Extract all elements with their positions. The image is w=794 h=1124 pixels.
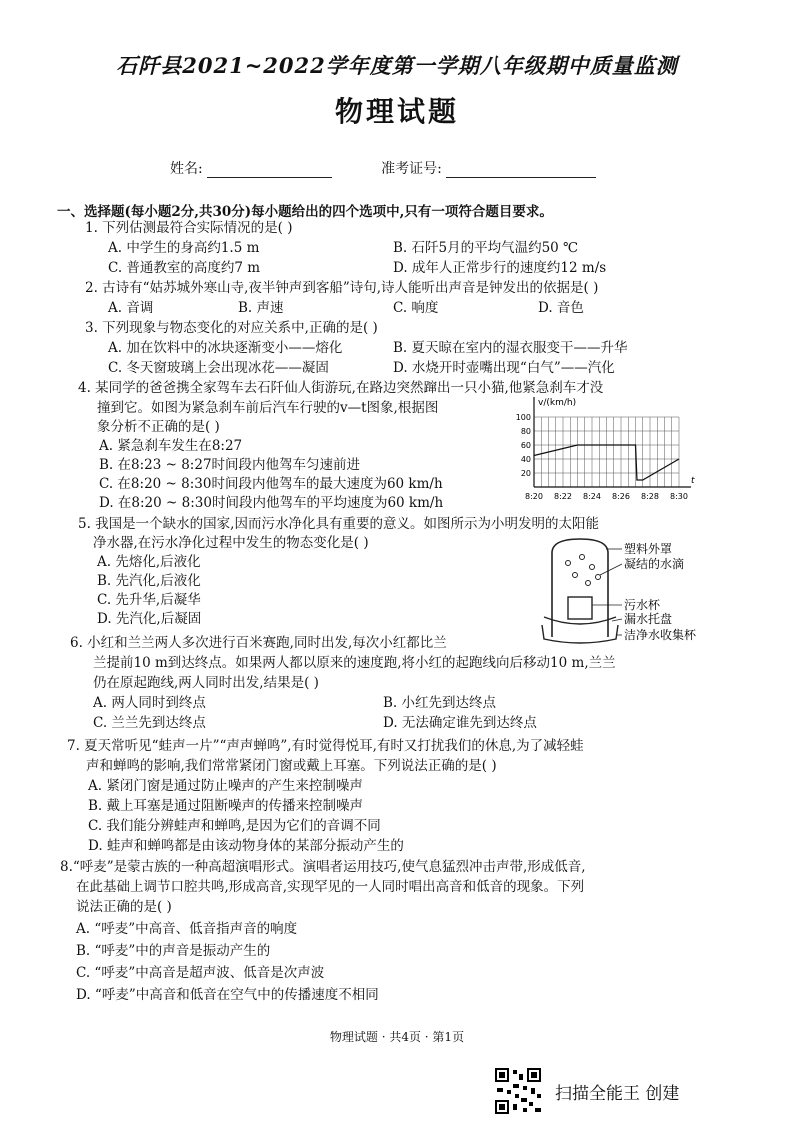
vt-chart — [508, 395, 698, 510]
name-field — [207, 177, 332, 178]
student-info — [170, 158, 596, 178]
x-axis-label: t — [691, 476, 695, 486]
q6-option-d: D. 无法确定谁先到达终点 — [383, 715, 537, 731]
q1-option-d: D. 成年人正常步行的速度约12 m/s — [393, 260, 607, 276]
qr-code-icon — [493, 1066, 543, 1116]
q4-option-c: C. 在8:20 ~ 8:30时间段内他驾车的最大速度为60 km/h — [99, 476, 443, 492]
label-drip-tray: 漏水托盘 — [624, 612, 673, 626]
water-drop — [596, 575, 601, 580]
q3-option-c: C. 冬天窗玻璃上会出现冰花——凝固 — [108, 360, 329, 376]
water-drop — [566, 561, 571, 566]
section-heading: 一、选择题(每小题2分,共30分)每小题给出的四个选项中,只有一项符合题目要求。 — [57, 204, 553, 220]
scanner-watermark — [493, 1066, 679, 1116]
q6-stem-line2: 兰提前10 m到达终点。如果两人都以原来的速度跑,将小红的起跑线向后移动10 m,兰兰 — [93, 655, 616, 671]
q2-option-c: C. 响度 — [393, 300, 439, 316]
q7-option-a: A. 紧闭门窗是通过防止噪声的产生来控制噪声 — [88, 778, 363, 794]
y-tick-label: 100 — [515, 413, 531, 422]
q3-option-d: D. 水烧开时壶嘴出现“白气”——汽化 — [393, 360, 615, 376]
water-drop — [580, 555, 585, 560]
x-tick-label: 8:26 — [612, 492, 630, 501]
q4-option-a: A. 紧急刹车发生在8:27 — [99, 438, 243, 454]
q6-option-b: B. 小红先到达终点 — [383, 695, 497, 711]
q8-option-a: A. “呼麦”中高音、低音指声音的响度 — [76, 921, 298, 937]
q5-option-a: A. 先熔化,后液化 — [97, 554, 201, 570]
q3-stem: 3. 下列现象与物态变化的对应关系中,正确的是( ) — [85, 320, 378, 336]
label-plastic-cover: 塑料外罩 — [624, 542, 673, 556]
q5-option-d: D. 先汽化,后凝固 — [97, 611, 202, 627]
q2-stem: 2. 古诗有“姑苏城外寒山寺,夜半钟声到客船”诗句,诗人能听出声音是钟发出的依据是( ) — [85, 280, 599, 296]
q4-stem-line1: 4. 某同学的爸爸携全家驾车去石阡仙人街游玩,在路边突然蹿出一只小猫,他紧急刹车才没 — [78, 380, 604, 396]
x-tick-label: 8:24 — [583, 492, 601, 501]
label-dirty-cup: 污水杯 — [624, 598, 661, 612]
q6-option-a: A. 两人同时到终点 — [93, 695, 206, 711]
q4-stem-line2: 撞到它。如图为紧急刹车前后汽车行驶的v—t图象,根据图 — [97, 400, 439, 416]
q8-option-c: C. “呼麦”中高音是超声波、低音是次声波 — [76, 965, 325, 981]
q2-option-b: B. 声速 — [238, 300, 284, 316]
q4-stem-line3: 象分析不正确的是( ) — [97, 419, 220, 435]
x-tick-label: 8:28 — [641, 492, 659, 501]
q1-option-c: C. 普通教室的高度约7 m — [108, 260, 261, 276]
y-tick-label: 80 — [520, 427, 531, 436]
x-tick-label: 8:22 — [554, 492, 572, 501]
page-footer: 物理试题 · 共4页 · 第1页 — [329, 1030, 465, 1044]
q5-option-b: B. 先汽化,后液化 — [97, 573, 201, 589]
label-condensed-water: 凝结的水滴 — [624, 557, 685, 571]
q2-option-d: D. 音色 — [538, 300, 584, 316]
exam-id-field — [446, 177, 596, 178]
exam-id-label: 准考证号: — [381, 161, 442, 177]
q2-option-a: A. 音调 — [108, 300, 154, 316]
q8-option-d: D. “呼麦”中高音和低音在空气中的传播速度不相同 — [76, 987, 379, 1003]
y-tick-label: 40 — [520, 455, 531, 464]
label-collector: 洁净水收集杯 — [624, 628, 697, 642]
q4-option-b: B. 在8:23 ~ 8:27时间段内他驾车匀速前进 — [99, 457, 361, 473]
x-tick-label: 8:20 — [525, 492, 543, 501]
q8-stem-line3: 说法正确的是( ) — [76, 899, 172, 915]
q7-option-c: C. 我们能分辨蛙声和蝉鸣,是因为它们的音调不同 — [88, 818, 381, 834]
q7-option-d: D. 蛙声和蝉鸣都是由该动物身体的某部分振动产生的 — [88, 838, 404, 854]
q5-stem-line2: 净水器,在污水净化过程中发生的物态变化是( ) — [93, 535, 369, 551]
solar-purifier-diagram — [540, 535, 710, 645]
drip-tray — [544, 617, 616, 624]
y-axis-label: v/(km/h) — [538, 398, 577, 408]
scanner-text: 扫描全能王 创建 — [555, 1083, 680, 1104]
water-drop — [573, 573, 578, 578]
q1-option-a: A. 中学生的身高约1.5 m — [108, 240, 260, 256]
y-tick-label: 20 — [520, 469, 531, 478]
q7-stem-line2: 声和蝉鸣的影响,我们常常紧闭门窗或戴上耳塞。下列说法正确的是( ) — [86, 758, 497, 774]
q7-option-b: B. 戴上耳塞是通过阻断噪声的传播来控制噪声 — [88, 798, 364, 814]
q8-stem-line1: 8.“呼麦”是蒙古族的一种高超演唱形式。演唱者运用技巧,使气息猛烈冲击声带,形成低音, — [60, 859, 586, 875]
q5-option-c: C. 先升华,后凝华 — [97, 592, 201, 608]
q8-stem-line2: 在此基础上调节口腔共鸣,形成高音,实现罕见的一人同时唱出高音和低音的现象。下列 — [76, 879, 585, 895]
q7-stem-line1: 7. 夏天常听见“蛙声一片”“声声蝉鸣”,有时觉得悦耳,有时又打扰我们的休息,为了减轻蛙 — [67, 738, 584, 754]
clean-water-collector — [542, 625, 618, 643]
q3-option-a: A. 加在饮料中的冰块逐渐变小——熔化 — [108, 340, 343, 356]
name-label: 姓名: — [170, 161, 203, 177]
y-tick-label: 60 — [520, 441, 531, 450]
water-drop — [590, 565, 595, 570]
q3-option-b: B. 夏天晾在室内的湿衣服变干——升华 — [393, 340, 628, 356]
x-tick-label: 8:30 — [670, 492, 688, 501]
q5-stem-line1: 5. 我国是一个缺水的国家,因而污水净化具有重要的意义。如图所示为小明发明的太阳能 — [78, 516, 599, 532]
exam-subject: 物理试题 — [334, 95, 459, 128]
exam-title: 石阡县2021~2022学年度第一学期八年级期中质量监测 — [116, 53, 678, 78]
q6-stem-line1: 6. 小红和兰兰两人多次进行百米赛跑,同时出发,每次小红都比兰 — [70, 635, 447, 651]
q6-stem-line3: 仍在原起跑线,两人同时出发,结果是( ) — [93, 675, 319, 691]
q1-stem: 1. 下列估测最符合实际情况的是( ) — [85, 220, 293, 236]
water-drop — [586, 581, 591, 586]
dirty-water-cup — [568, 597, 592, 619]
q8-option-b: B. “呼麦”中的声音是振动产生的 — [76, 943, 271, 959]
q6-option-c: C. 兰兰先到达终点 — [93, 715, 206, 731]
q4-option-d: D. 在8:20 ~ 8:30时间段内他驾车的平均速度为60 km/h — [99, 495, 444, 511]
q1-option-b: B. 石阡5月的平均气温约50 ℃ — [393, 240, 579, 256]
